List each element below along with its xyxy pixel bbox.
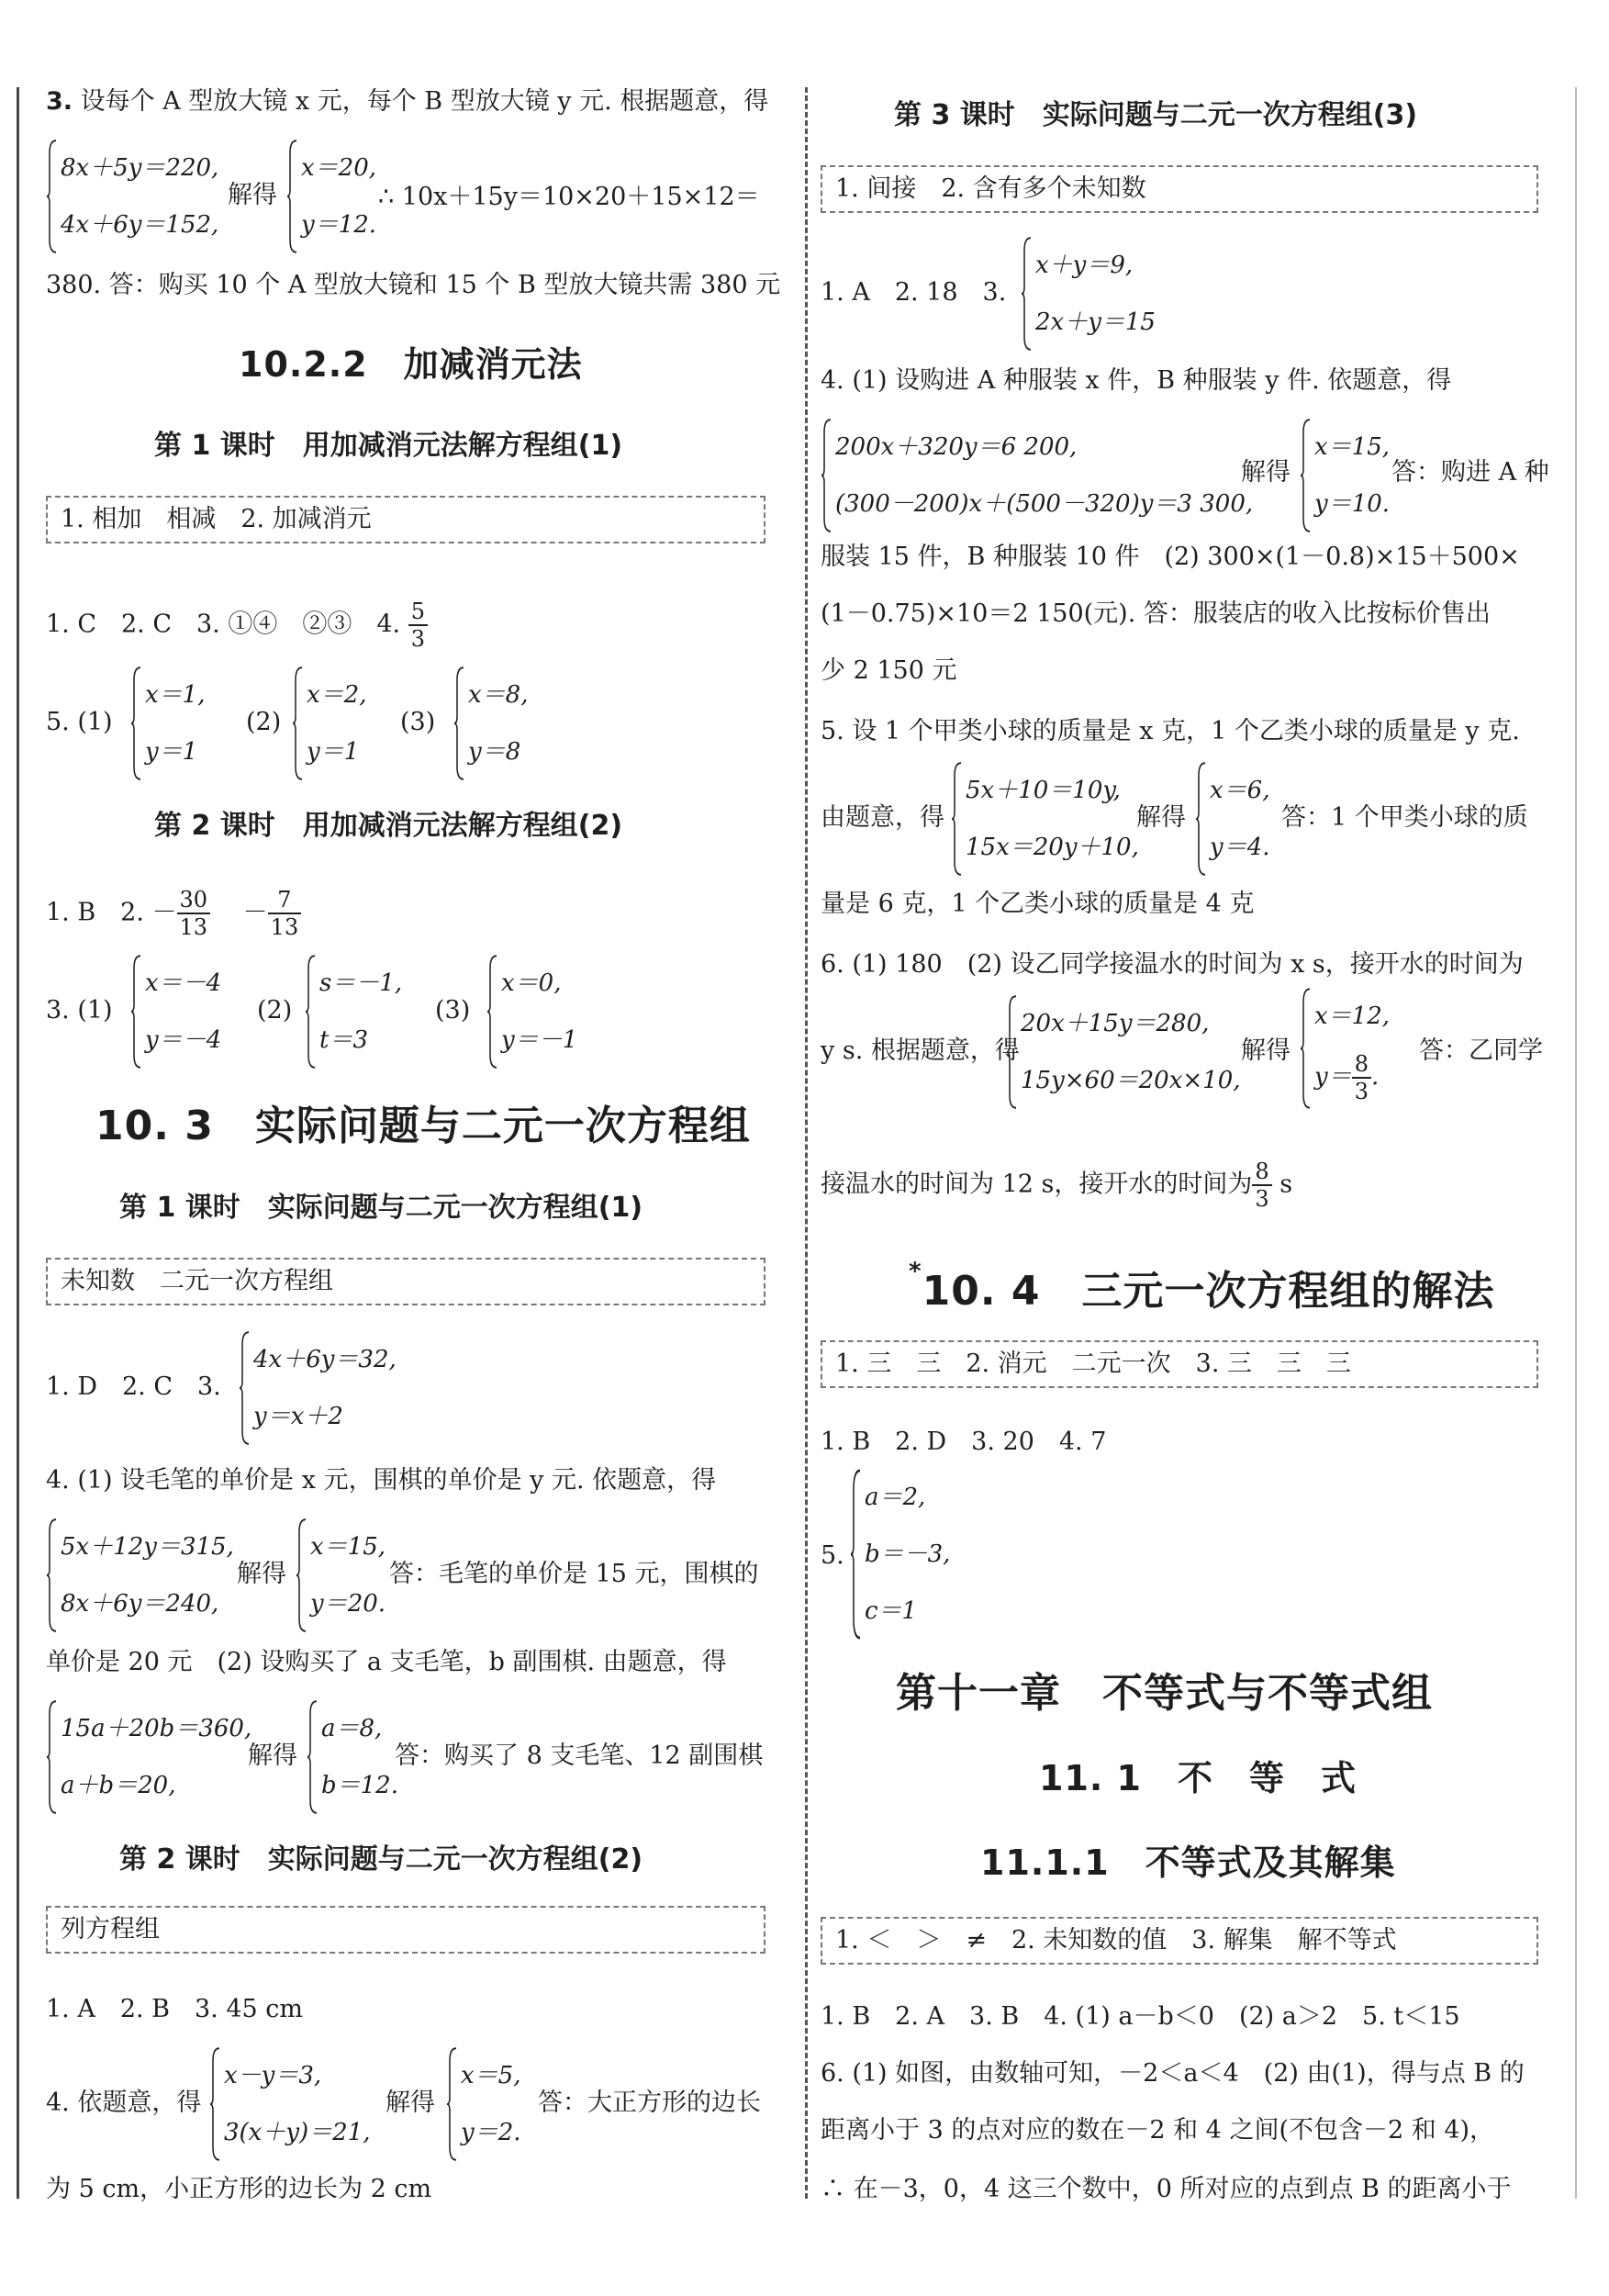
r-section1111-line: 1. B 2. A 3. B 4. (1) a－b＜0 (2) a＞2 5. t＜15 — [821, 2002, 1460, 2031]
section-11-1-1: 11.1.1 不等式及其解集 — [980, 1842, 1396, 1883]
lesson2-q3-label: 3. (1) — [46, 996, 113, 1025]
r-q5-prefix: 由题意，得 — [821, 803, 944, 832]
lesson-title-2: 第 2 课时 用加减消元法解方程组(2) — [154, 810, 623, 842]
lesson3-q3-system: 4x＋6y＝32, y＝x＋2 — [239, 1331, 397, 1445]
answer-box-3: 列方程组 — [46, 1906, 765, 1954]
r-q5-intro: 5. 设 1 个甲类小球的质量是 x 克，1 个乙类小球的质量是 y 克. — [821, 717, 1520, 745]
answer-box-6: 1. ＜ ＞ ≠ 2. 未知数的值 3. 解集 解不等式 — [821, 1917, 1538, 1965]
lesson1-q5-b: x＝2, y＝1 — [292, 666, 366, 780]
lesson3-q4-intro: 4. (1) 设毛笔的单价是 x 元，围棋的单价是 y 元. 依题意，得 — [46, 1466, 717, 1495]
r-q6-prefix: y s. 根据题意，得 — [821, 1036, 1020, 1065]
r-q4-line5: 少 2 150 元 — [821, 656, 957, 685]
r-q4-system: 200x＋320y＝6 200, (300－200)x＋(500－320)y＝3 300, — [821, 419, 1253, 532]
r-q4-answer: 答：购进 A 种 — [1391, 458, 1549, 487]
r-q5-system: 5x＋10＝10y, 15x＝20y＋10, — [951, 762, 1139, 876]
solve-label: 解得 — [228, 181, 277, 209]
q3-tail: ∴ 10x＋15y＝10×20＋15×12＝ — [378, 183, 760, 211]
lesson2-q3-c: x＝0, y＝－1 — [486, 955, 577, 1069]
r-q6-intro: 6. (1) 180 (2) 设乙同学接温水的时间为 x s，接开水的时间为 — [821, 950, 1524, 979]
lesson1-q5-a: x＝1, y＝1 — [130, 666, 205, 780]
section-11-1: 11. 1 不 等 式 — [1039, 1758, 1357, 1798]
fraction: $\frac{8}{3}$ — [1252, 1159, 1271, 1212]
lesson-title-4: 第 2 课时 实际问题与二元一次方程组(2) — [119, 1843, 643, 1876]
r-q6-end: 接温水的时间为 12 s，接开水的时间为 $\frac{8}{3}$ s — [821, 1159, 1293, 1212]
r-q4-line3: 服装 15 件，B 种服装 10 件 (2) 300×(1－0.8)×15＋500× — [821, 543, 1520, 571]
answer-box-1: 1. 相加 相减 2. 加减消元 — [46, 496, 765, 543]
q3-intro: 3. 设每个 A 型放大镜 x 元，每个 B 型放大镜 y 元. 根据题意，得 — [46, 87, 769, 116]
lesson3-q4-solution2: a＝8, b＝12. — [307, 1700, 398, 1814]
lesson2-q3-b-label: (2) — [257, 996, 293, 1025]
lesson4-q4-solution: x＝5, y＝2. — [446, 2047, 521, 2161]
r-q6-solution: x＝12, y＝ $\frac{8}{3}$ . — [1300, 988, 1390, 1109]
r-q3-system: x＋y＝9, 2x＋y＝15 — [1021, 237, 1156, 351]
solve-label: 解得 — [248, 1742, 297, 1770]
lesson4-q4-answer: 答：大正方形的边长 — [538, 2089, 761, 2117]
lesson1-line: 1. C 2. C 3. ①④ ②③ 4. $\frac{5}{3}$ — [46, 599, 428, 652]
section-10-3: 10. 3 实际问题与二元一次方程组 — [95, 1103, 751, 1149]
solve-label: 解得 — [237, 1560, 286, 1588]
r-lesson5-line: 1. A 2. 18 3. — [821, 278, 1007, 307]
lesson3-line: 1. D 2. C 3. — [46, 1372, 221, 1401]
fraction: $\frac{30}{13}$ — [177, 887, 211, 940]
lesson2-q3-c-label: (3) — [435, 996, 471, 1025]
r-q5-answer: 答：1 个甲类小球的质 — [1281, 803, 1528, 832]
r-q4-line4: (1－0.75)×10＝2 150(元). 答：服装店的收入比按标价售出 — [821, 599, 1491, 628]
right-margin-line — [1575, 87, 1577, 2199]
r-q6-answer: 答：乙同学 — [1419, 1036, 1543, 1065]
solve-label: 解得 — [385, 2089, 435, 2117]
lesson2-q3-a: x＝－4 y＝－4 — [130, 955, 221, 1069]
lesson3-q4-solution: x＝15, y＝20. — [296, 1518, 385, 1632]
answer-box-2: 未知数 二元一次方程组 — [46, 1258, 765, 1305]
answer-box-4: 1. 间接 2. 含有多个未知数 — [821, 165, 1538, 213]
fraction: $\frac{7}{13}$ — [268, 887, 302, 940]
lesson1-q5-b-label: (2) — [246, 708, 282, 736]
lesson4-line: 1. A 2. B 3. 45 cm — [46, 1995, 304, 2023]
lesson1-q5-label: 5. (1) — [46, 708, 113, 736]
q3-solution: x＝20, y＝12. — [286, 140, 376, 253]
solve-label: 解得 — [1241, 458, 1291, 487]
q3-system: 8x＋5y＝220, 4x＋6y＝152, — [46, 140, 218, 253]
r-q6b-line3: ∴ 在－3，0，4 这三个数中，0 所对应的点到点 B 的距离小于 — [821, 2175, 1512, 2203]
chapter-11-title: 第十一章 不等式与不等式组 — [896, 1670, 1433, 1717]
q3-answer: 380. 答：购买 10 个 A 型放大镜和 15 个 B 型放大镜共需 380 元 — [46, 271, 781, 299]
left-margin-line — [17, 87, 19, 2199]
column-divider — [805, 87, 808, 2199]
lesson3-q4-answer2: 答：购买了 8 支毛笔、12 副围棋 — [395, 1742, 764, 1770]
lesson3-q4-part2: 单价是 20 元 (2) 设购买了 a 支毛笔，b 副围棋. 由题意，得 — [46, 1648, 727, 1676]
r-q6b-line2: 距离小于 3 的点对应的数在－2 和 4 之间(不包含－2 和 4)， — [821, 2116, 1495, 2145]
solve-label: 解得 — [1241, 1036, 1291, 1065]
lesson1-q5-c: x＝8, y＝8 — [453, 666, 528, 780]
r-q5-solution: x＝6, y＝4. — [1195, 762, 1270, 876]
r-section104-line: 1. B 2. D 3. 20 4. 7 — [821, 1428, 1107, 1456]
r-q5b-system: a＝2, b＝－3, c＝1 — [850, 1469, 950, 1640]
fraction: $\frac{5}{3}$ — [408, 599, 428, 652]
section-10-4: *10. 4 三元一次方程组的解法 — [909, 1258, 1495, 1315]
lesson3-q4-answer: 答：毛笔的单价是 15 元，围棋的 — [389, 1560, 759, 1588]
r-q5-end: 量是 6 克，1 个乙类小球的质量是 4 克 — [821, 890, 1255, 918]
lesson2-q3-b: s＝－1, t＝3 — [305, 955, 402, 1069]
lesson3-q4-system: 5x＋12y＝315, 8x＋6y＝240, — [46, 1518, 234, 1632]
answer-box-5: 1. 三 三 2. 消元 二元一次 3. 三 三 三 — [821, 1340, 1538, 1388]
lesson3-q4-system2: 15a＋20b＝360, a＋b＝20, — [46, 1700, 251, 1814]
lesson-title-5: 第 3 课时 实际问题与二元一次方程组(3) — [894, 99, 1418, 131]
section-10-2-2: 10.2.2 加减消元法 — [239, 344, 583, 385]
r-q4-intro: 4. (1) 设购进 A 种服装 x 件，B 种服装 y 件. 依题意，得 — [821, 366, 1452, 395]
solve-label: 解得 — [1136, 803, 1186, 832]
fraction: $\frac{8}{3}$ — [1352, 1051, 1371, 1104]
r-q6-system: 20x＋15y＝280, 15y×60＝20x×10, — [1006, 995, 1241, 1109]
r-q4-solution: x＝15, y＝10. — [1300, 419, 1390, 532]
lesson4-q4-system: x－y＝3, 3(x＋y)＝21, — [209, 2047, 371, 2161]
r-q5b-label: 5. — [821, 1541, 844, 1570]
r-q6b-line1: 6. (1) 如图，由数轴可知，－2＜a＜4 (2) 由(1)，得与点 B 的 — [821, 2059, 1525, 2088]
lesson1-q5-c-label: (3) — [400, 708, 436, 736]
lesson2-line: 1. B 2. － $\frac{30}{13}$ － $\frac{7}{13}$ — [46, 887, 301, 940]
lesson-title-1: 第 1 课时 用加减消元法解方程组(1) — [154, 430, 623, 462]
lesson4-q4-end: 为 5 cm，小正方形的边长为 2 cm — [46, 2175, 432, 2203]
lesson4-q4-intro: 4. 依题意，得 — [46, 2089, 202, 2117]
lesson-title-3: 第 1 课时 实际问题与二元一次方程组(1) — [119, 1192, 643, 1224]
